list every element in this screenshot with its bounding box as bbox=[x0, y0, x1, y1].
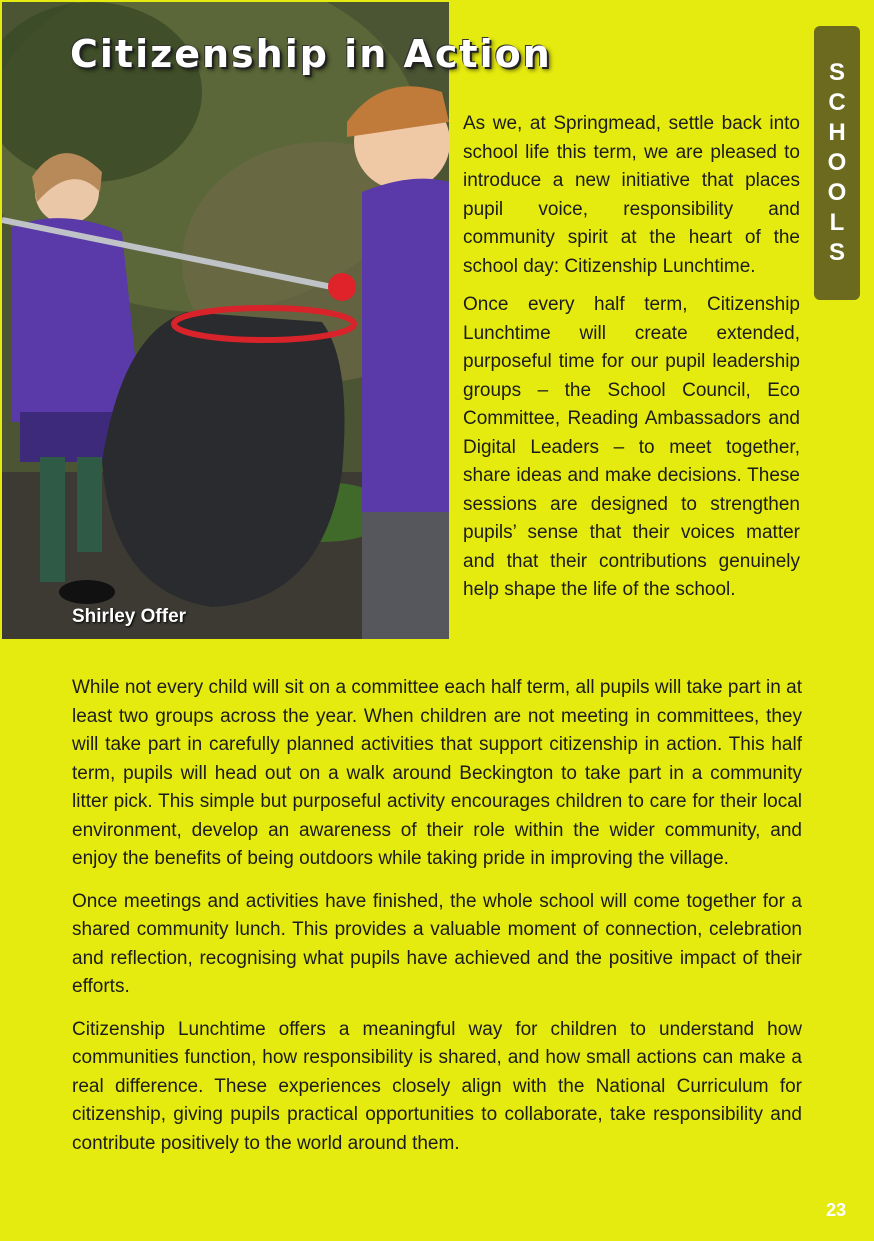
side-label-letter: L bbox=[829, 209, 845, 236]
intro-paragraph: Once every half term, Citizenship Lunchtime will create extended, purposeful time for our pupil leadership groups – the School Council, Eco Committee, Reading Ambassadors and Digital Leaders – to meet together, share ideas and make decisions. These sessions are designed to strengthen pupils’ sense that their voices matter and that their contributions genuinely help shape the life of the school. bbox=[463, 294, 800, 600]
intro-column bbox=[463, 110, 800, 615]
page-title: Citizenship in Action bbox=[70, 32, 552, 76]
side-label-letter: C bbox=[828, 89, 846, 116]
litter-pick-photo bbox=[2, 2, 449, 639]
side-label-letter: O bbox=[827, 179, 847, 206]
page-number: 23 bbox=[826, 1200, 847, 1220]
body-text bbox=[72, 674, 802, 1172]
side-label-letter: S bbox=[828, 239, 845, 266]
body-paragraph: Once meetings and activities have finished, the whole school will come together for a shared community lunch. This provides a valuable moment of connection, celebration and reflection, recognising what pupils have achieved and the positive impact of their efforts. bbox=[72, 890, 802, 997]
body-paragraph: While not every child will sit on a committee each half term, all pupils will take part in at least two groups across the year. When children are not meeting in committees, they will take part in carefully planned activities that support citizenship in action. This half term, pupils will head out on a walk around Beckington to take part in a community litter pick. This simple but purposeful activity encourages children to care for their local environment, develop an awareness of their role within the wider community, and enjoy the benefits of being outdoors while taking pride in improving the village. bbox=[72, 677, 802, 869]
side-label-letter: S bbox=[828, 59, 845, 86]
intro-paragraph: As we, at Springmead, settle back into school life this term, we are pleased to introduce a new initiative that places pupil voice, responsibility and community spirit at the heart of the school day: Citizenship Lunchtime. bbox=[463, 113, 800, 277]
side-label-letter: H bbox=[828, 119, 846, 146]
section-tab-schools bbox=[814, 26, 860, 300]
body-paragraph: Citizenship Lunchtime offers a meaningful way for children to understand how communities function, how responsibility is shared, and how small actions can make a real difference. These experiences closely align with the National Curriculum for citizenship, giving pupils practical opportunities to collaborate, take responsibility and contribute positively to the world around them. bbox=[72, 1018, 802, 1154]
photo-credit: Shirley Offer bbox=[72, 606, 187, 627]
side-label-letter: O bbox=[827, 149, 847, 176]
photo-illustration bbox=[2, 2, 449, 639]
